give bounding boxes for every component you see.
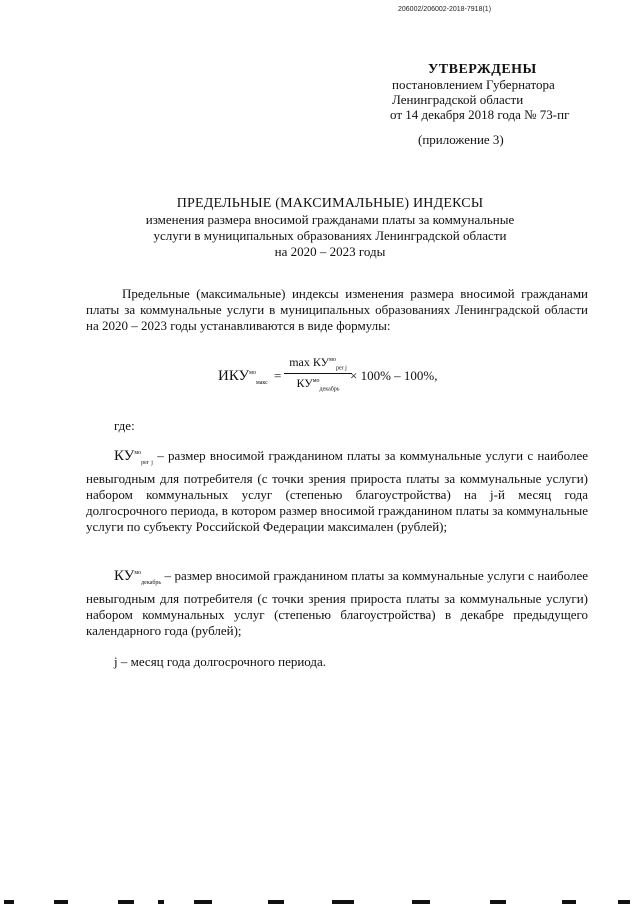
approval-line-1: постановлением Губернатора xyxy=(392,77,555,92)
def1-text: – размер вносимой гражданином платы за коммунальные услуги с наиболее невыгодным для потребителя (с точки зрения прироста платы за коммунальные услуги) набором коммунальных услуг (степенью благоустройства) на j-й месяц года долгосрочного периода, в котором размер вносимой гражданином платы за коммунальные услуги по субъекту Российской Федерации максимален (рублей); xyxy=(86,448,588,534)
formula xyxy=(210,355,470,401)
scan-mark xyxy=(490,900,506,904)
def1-sup: мо xyxy=(134,450,142,456)
approval-block xyxy=(390,62,610,147)
formula-den-sup: мо xyxy=(312,378,320,384)
scan-mark xyxy=(618,900,630,904)
def2-symbol xyxy=(114,568,161,584)
approval-title: УТВЕРЖДЕНЫ xyxy=(428,62,537,77)
heading-line-1: изменения размера вносимой гражданами платы за коммунальные xyxy=(145,212,515,227)
def2-sup: мо xyxy=(134,570,142,576)
formula-denominator xyxy=(284,376,352,392)
heading-line-2: услуги в муниципальных образованиях Ленинградской области xyxy=(153,228,507,243)
formula-lhs-sup: мо xyxy=(249,370,256,376)
formula-lhs xyxy=(218,368,268,386)
formula-numerator xyxy=(284,355,352,372)
scan-mark xyxy=(158,900,164,904)
formula-den-sub: декабрь xyxy=(319,386,340,393)
formula-fraction xyxy=(284,355,352,392)
definition-j: j – месяц года долгосрочного периода. xyxy=(114,654,327,669)
formula-den-symbol: КУ xyxy=(296,376,313,390)
formula-equals: = xyxy=(274,368,282,383)
scan-mark xyxy=(4,900,14,904)
scan-mark xyxy=(118,900,134,904)
document-heading xyxy=(100,196,560,260)
heading-line-3: на 2020 – 2023 годы xyxy=(274,244,386,259)
def1-symbol xyxy=(114,448,153,464)
definition-per-j xyxy=(86,445,588,535)
scan-mark xyxy=(412,900,430,904)
heading-title: ПРЕДЕЛЬНЫЕ (МАКСИМАЛЬНЫЕ) ИНДЕКСЫ xyxy=(176,196,484,211)
definition-december xyxy=(86,565,588,639)
scan-mark xyxy=(54,900,68,904)
approval-line-2: Ленинградской области xyxy=(392,92,524,107)
formula-num-sub: per j xyxy=(335,365,347,372)
scan-border-marks xyxy=(0,896,640,905)
def2-symbol-text: КУ xyxy=(114,568,135,584)
formula-lhs-symbol: ИКУ xyxy=(218,368,250,384)
intro-paragraph: Предельные (максимальные) индексы изменения размера вносимой гражданами платы за коммунальные услуги в муниципальных образованиях Ленинградской области на 2020 – 2023 годы устанавливаются в виде формулы: xyxy=(86,286,588,333)
approval-line-3: от 14 декабря 2018 года № 73-пг xyxy=(390,107,570,122)
def2-sub: декабрь xyxy=(141,580,162,586)
formula-num-symbol: max КУ xyxy=(289,355,330,369)
where-label: где: xyxy=(114,418,135,433)
scan-mark xyxy=(332,900,354,904)
document-stamp: 206002/206002-2018-7918(1) xyxy=(398,6,492,13)
scan-mark xyxy=(268,900,284,904)
fraction-bar xyxy=(284,373,352,374)
formula-lhs-sub: макс xyxy=(255,380,268,386)
scan-mark xyxy=(194,900,212,904)
appendix-label: (приложение 3) xyxy=(418,132,504,147)
formula-num-sup: мо xyxy=(329,357,336,363)
def1-sub: per j xyxy=(141,460,153,466)
def2-text: – размер вносимой гражданином платы за коммунальные услуги с наиболее невыгодным для потребителя (с точки зрения прироста платы за коммунальные услуги) набором коммунальных услуг (степенью благоустройства) в декабре предыдущего календарного года (рублей); xyxy=(86,568,588,638)
formula-multiplier: × 100% – 100%, xyxy=(350,368,438,383)
scan-mark xyxy=(562,900,576,904)
def1-symbol-text: КУ xyxy=(114,448,135,464)
